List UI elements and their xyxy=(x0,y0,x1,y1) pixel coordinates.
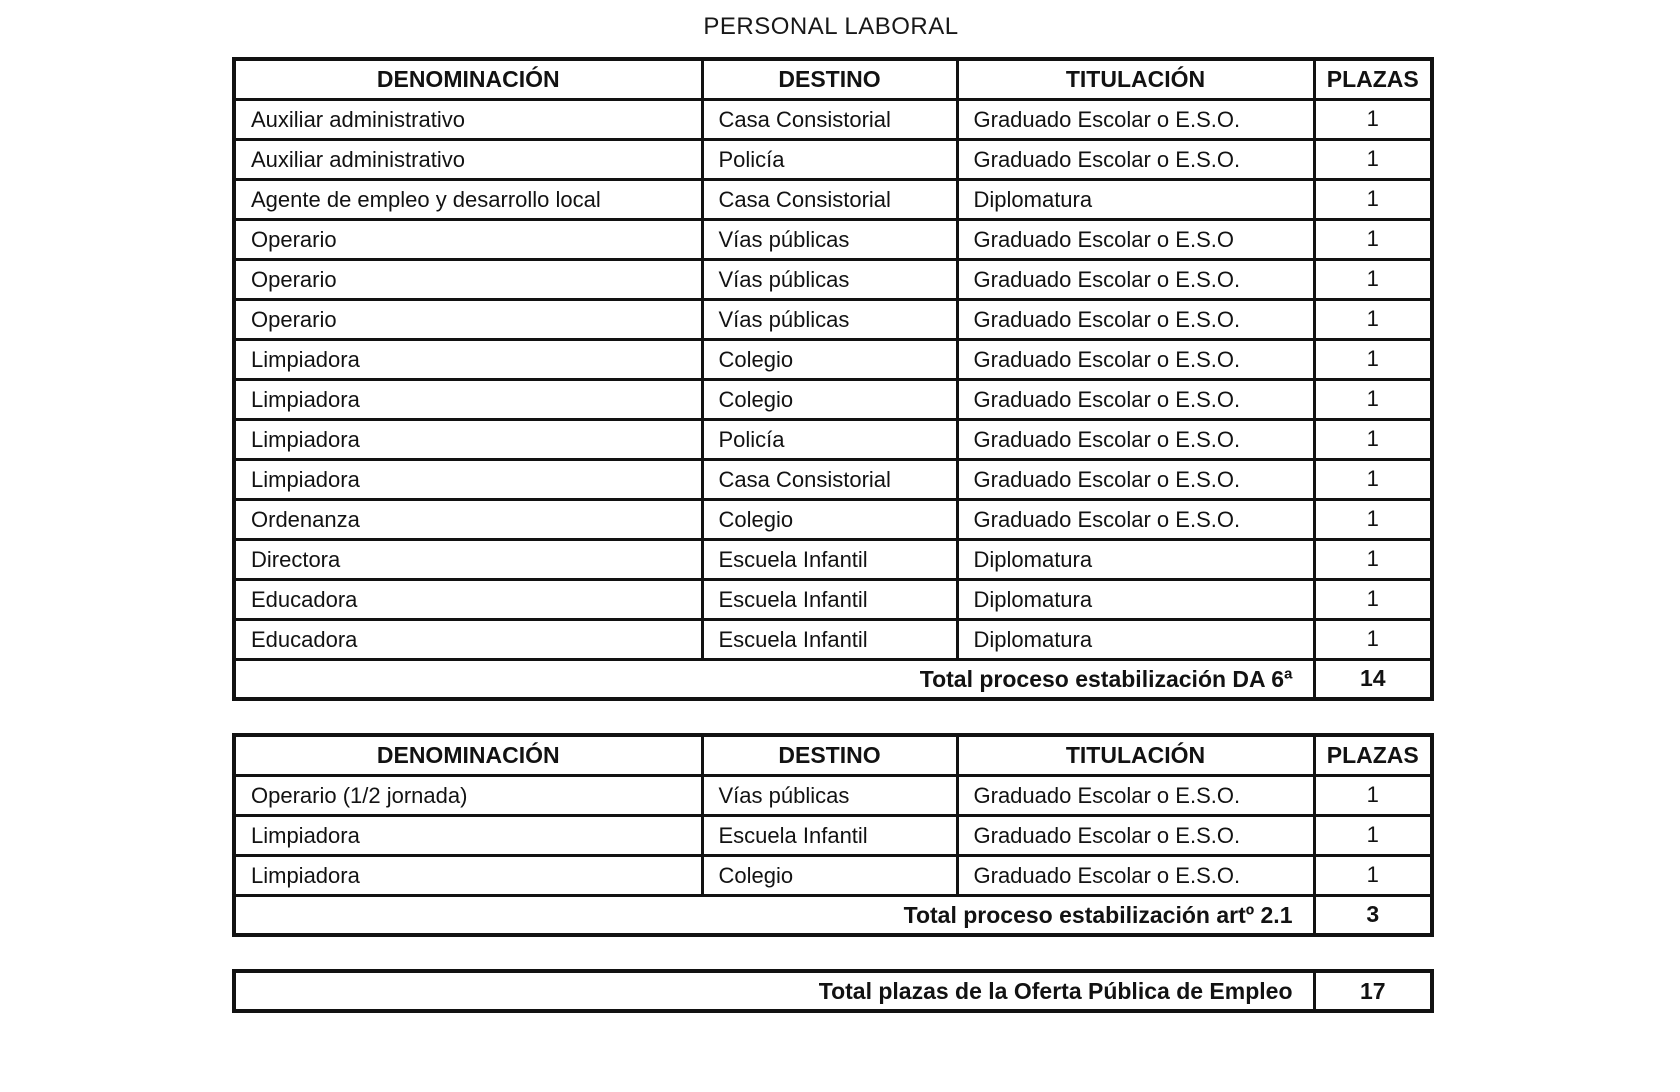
cell-plazas: 1 xyxy=(1314,775,1432,815)
cell-denominacion: Operario xyxy=(234,299,702,339)
grand-total-label: Total plazas de la Oferta Pública de Empleo xyxy=(234,971,1314,1011)
table-row xyxy=(234,499,1432,539)
header-row xyxy=(234,59,1432,99)
cell-plazas: 1 xyxy=(1314,379,1432,419)
total-label: Total proceso estabilización DA 6ª xyxy=(234,659,1314,699)
table-row xyxy=(234,379,1432,419)
cell-destino: Colegio xyxy=(702,855,957,895)
cell-titulacion: Graduado Escolar o E.S.O. xyxy=(957,139,1314,179)
cell-denominacion: Limpiadora xyxy=(234,379,702,419)
table-row xyxy=(234,459,1432,499)
cell-plazas: 1 xyxy=(1314,419,1432,459)
cell-destino: Vías públicas xyxy=(702,299,957,339)
cell-denominacion: Operario xyxy=(234,259,702,299)
table-row xyxy=(234,855,1432,895)
cell-denominacion: Operario (1/2 jornada) xyxy=(234,775,702,815)
cell-titulacion: Graduado Escolar o E.S.O. xyxy=(957,299,1314,339)
cell-titulacion: Diplomatura xyxy=(957,179,1314,219)
cell-destino: Escuela Infantil xyxy=(702,619,957,659)
table-row xyxy=(234,299,1432,339)
cell-destino: Vías públicas xyxy=(702,219,957,259)
column-header-plazas: PLAZAS xyxy=(1314,59,1432,99)
table-row xyxy=(234,815,1432,855)
cell-destino: Escuela Infantil xyxy=(702,539,957,579)
table-header xyxy=(234,59,1432,99)
cell-plazas: 1 xyxy=(1314,619,1432,659)
grand-total-value: 17 xyxy=(1314,971,1432,1011)
column-header-destino: DESTINO xyxy=(702,59,957,99)
cell-plazas: 1 xyxy=(1314,219,1432,259)
cell-plazas: 1 xyxy=(1314,259,1432,299)
column-header-titulacion: TITULACIÓN xyxy=(957,59,1314,99)
cell-plazas: 1 xyxy=(1314,579,1432,619)
table-row xyxy=(234,419,1432,459)
cell-titulacion: Diplomatura xyxy=(957,539,1314,579)
table-row xyxy=(234,539,1432,579)
grand-total-table xyxy=(232,969,1434,1013)
cell-denominacion: Limpiadora xyxy=(234,339,702,379)
cell-denominacion: Educadora xyxy=(234,619,702,659)
cell-titulacion: Diplomatura xyxy=(957,579,1314,619)
cell-denominacion: Agente de empleo y desarrollo local xyxy=(234,179,702,219)
stabilization-da6-table xyxy=(232,57,1434,701)
cell-denominacion: Operario xyxy=(234,219,702,259)
cell-titulacion: Graduado Escolar o E.S.O. xyxy=(957,339,1314,379)
page-title: PERSONAL LABORAL xyxy=(703,13,959,40)
cell-destino: Casa Consistorial xyxy=(702,99,957,139)
cell-denominacion: Auxiliar administrativo xyxy=(234,139,702,179)
document-page xyxy=(232,0,1430,1013)
table-row xyxy=(234,339,1432,379)
table-body xyxy=(234,775,1432,895)
cell-titulacion: Diplomatura xyxy=(957,619,1314,659)
total-label: Total proceso estabilización artº 2.1 xyxy=(234,895,1314,935)
cell-plazas: 1 xyxy=(1314,815,1432,855)
cell-destino: Colegio xyxy=(702,379,957,419)
table-row xyxy=(234,259,1432,299)
cell-plazas: 1 xyxy=(1314,539,1432,579)
cell-plazas: 1 xyxy=(1314,299,1432,339)
cell-plazas: 1 xyxy=(1314,339,1432,379)
table-row xyxy=(234,579,1432,619)
table-row xyxy=(234,99,1432,139)
cell-titulacion: Graduado Escolar o E.S.O. xyxy=(957,419,1314,459)
cell-destino: Casa Consistorial xyxy=(702,459,957,499)
column-header-denominacion: DENOMINACIÓN xyxy=(234,735,702,775)
cell-titulacion: Graduado Escolar o E.S.O. xyxy=(957,259,1314,299)
cell-titulacion: Graduado Escolar o E.S.O xyxy=(957,219,1314,259)
cell-plazas: 1 xyxy=(1314,855,1432,895)
cell-plazas: 1 xyxy=(1314,179,1432,219)
cell-destino: Policía xyxy=(702,139,957,179)
column-header-plazas: PLAZAS xyxy=(1314,735,1432,775)
table-row xyxy=(234,619,1432,659)
cell-plazas: 1 xyxy=(1314,99,1432,139)
cell-denominacion: Auxiliar administrativo xyxy=(234,99,702,139)
cell-denominacion: Limpiadora xyxy=(234,459,702,499)
total-plazas-value: 14 xyxy=(1314,659,1432,699)
column-header-titulacion: TITULACIÓN xyxy=(957,735,1314,775)
total-row xyxy=(234,659,1432,699)
cell-titulacion: Graduado Escolar o E.S.O. xyxy=(957,499,1314,539)
table-gap xyxy=(232,701,1430,733)
total-plazas-value: 3 xyxy=(1314,895,1432,935)
column-header-destino: DESTINO xyxy=(702,735,957,775)
cell-destino: Vías públicas xyxy=(702,259,957,299)
cell-titulacion: Graduado Escolar o E.S.O. xyxy=(957,775,1314,815)
cell-destino: Colegio xyxy=(702,339,957,379)
table-row xyxy=(234,775,1432,815)
cell-denominacion: Ordenanza xyxy=(234,499,702,539)
table-row xyxy=(234,139,1432,179)
cell-denominacion: Limpiadora xyxy=(234,815,702,855)
cell-destino: Vías públicas xyxy=(702,775,957,815)
cell-destino: Casa Consistorial xyxy=(702,179,957,219)
cell-plazas: 1 xyxy=(1314,139,1432,179)
cell-destino: Policía xyxy=(702,419,957,459)
cell-titulacion: Graduado Escolar o E.S.O. xyxy=(957,99,1314,139)
cell-denominacion: Limpiadora xyxy=(234,419,702,459)
stabilization-art21-table xyxy=(232,733,1434,937)
cell-denominacion: Directora xyxy=(234,539,702,579)
cell-destino: Colegio xyxy=(702,499,957,539)
cell-titulacion: Graduado Escolar o E.S.O. xyxy=(957,459,1314,499)
table-body xyxy=(234,99,1432,659)
table-gap xyxy=(232,937,1430,969)
total-row xyxy=(234,895,1432,935)
column-header-denominacion: DENOMINACIÓN xyxy=(234,59,702,99)
cell-destino: Escuela Infantil xyxy=(702,579,957,619)
cell-titulacion: Graduado Escolar o E.S.O. xyxy=(957,815,1314,855)
table-row xyxy=(234,219,1432,259)
cell-denominacion: Educadora xyxy=(234,579,702,619)
cell-destino: Escuela Infantil xyxy=(702,815,957,855)
header-row xyxy=(234,735,1432,775)
cell-plazas: 1 xyxy=(1314,459,1432,499)
grand-total-row xyxy=(234,971,1432,1011)
cell-titulacion: Graduado Escolar o E.S.O. xyxy=(957,855,1314,895)
cell-titulacion: Graduado Escolar o E.S.O. xyxy=(957,379,1314,419)
table-header xyxy=(234,735,1432,775)
cell-denominacion: Limpiadora xyxy=(234,855,702,895)
cell-plazas: 1 xyxy=(1314,499,1432,539)
table-row xyxy=(234,179,1432,219)
